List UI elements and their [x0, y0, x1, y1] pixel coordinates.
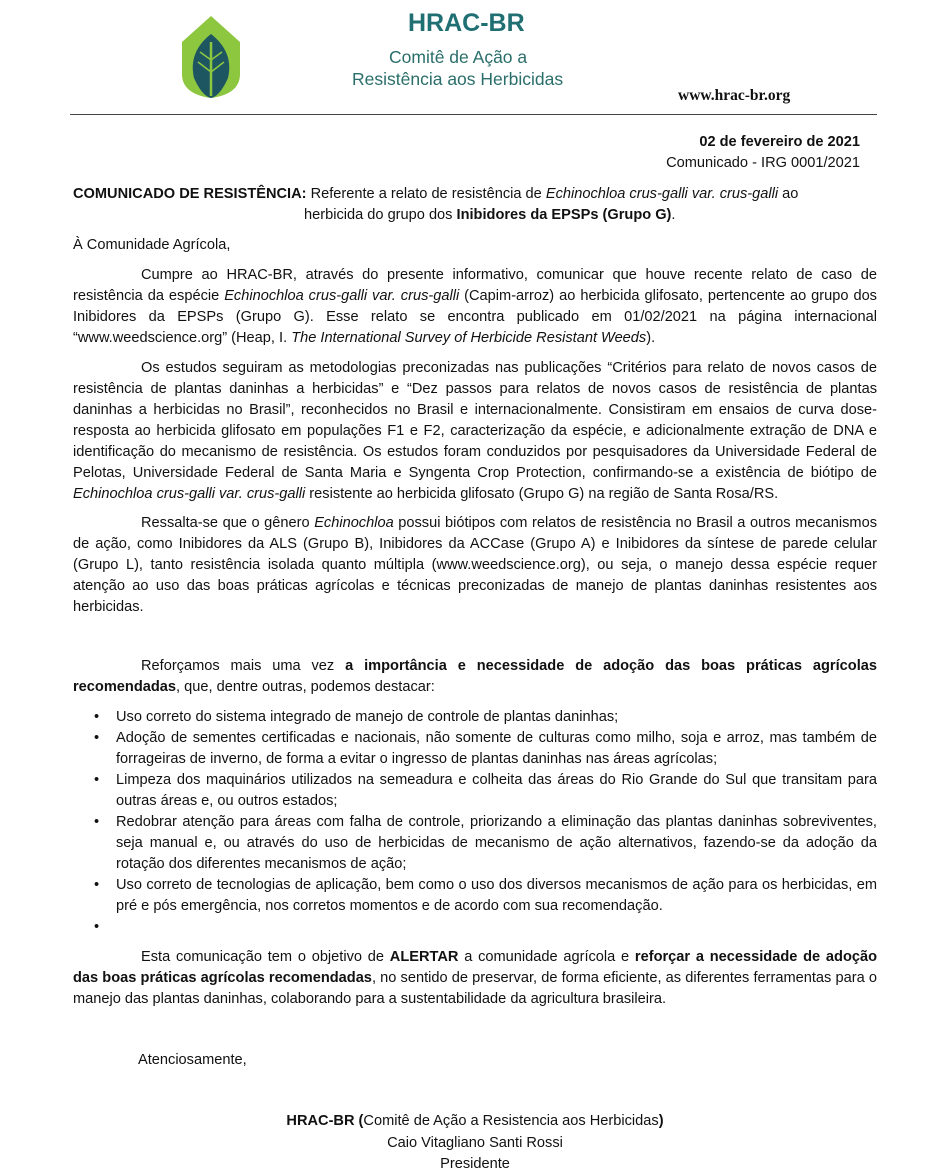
- signature-name: Caio Vitagliano Santi Rossi: [387, 1135, 563, 1151]
- list-item: [73, 707, 877, 728]
- para2-text-a: Os estudos seguiram as metodologias preconizadas nas publicações “Critérios para relato de novos casos de resistência de plantas daninhas a herbicidas” e “Dez passos para relatos de novos casos de resistência de plantas daninhas a herbicidas no Brasil”, reconhecidos no Brasil e internacionalmente. Consistiram em ensaios de curva dose-resposta ao herbicida glifosato em populações F1 e F2, caracterização da espécie, e adicionalmente extração de DNA e identificação do mecanismo de resistência. Os estudos foram conduzidos por pesquisadores da Universidade Federal de Pelotas, Universidade Federal de Santa Maria e Syngenta Crop Protection, confirmando-se a existência de biótipo de: [73, 360, 877, 481]
- para5-bold-alert: ALERTAR: [389, 949, 459, 965]
- herbicide-group: Inibidores da EPSPs (Grupo G): [456, 207, 672, 223]
- signature-role: Presidente: [440, 1156, 510, 1172]
- para1-text-b: (Capim-arroz) ao herbicida glifosato, pertencente ao grupo dos Inibidores da EPSPs (Grupo G). Esse relato se encontra publicado em 01/02/2021 na página internacional “www.weedscience.org” (Heap, I.: [73, 288, 877, 346]
- para1-text-a: Cumpre ao HRAC-BR, através do presente informativo, comunicar que houve recente relato de caso de resistência da espécie: [73, 267, 877, 304]
- signature-org: [73, 1111, 877, 1132]
- list-item: [73, 875, 877, 917]
- para5-text-b: a comunidade agrícola e: [458, 949, 635, 965]
- para4-text-a: Reforçamos mais uma vez: [141, 658, 346, 674]
- list-item-text: Uso correto do sistema integrado de manejo de controle de plantas daninhas;: [116, 709, 619, 725]
- subject-line2-text: herbicida do grupo dos: [304, 207, 457, 223]
- bullet-icon: •: [94, 814, 100, 830]
- bullet-icon: •: [94, 772, 100, 788]
- list-item-text: Uso correto de tecnologias de aplicação, bem como o uso dos diversos mecanismos de ação para os herbicidas, em pré e pós emergência, nos corretos momentos e de acordo com sua recomendação.: [116, 877, 877, 914]
- para2-text-b: resistente ao herbicida glifosato (Grupo G) na região de Santa Rosa/RS.: [305, 486, 779, 502]
- bullet-icon: •: [94, 730, 100, 746]
- paragraph-practices: [73, 656, 877, 698]
- document-reference: Comunicado - IRG 0001/2021: [666, 155, 860, 171]
- org-name: HRAC-BR: [408, 9, 525, 37]
- subject-text-end: ao: [778, 186, 799, 202]
- para3-text-b: possui biótipos com relatos de resistência no Brasil a outros mecanismos de ação, como Inibidores da ALS (Grupo B), Inibidores da ACCase (Grupo A) e Inibidores da síntese de parede celular (Grupo L), tanto resistência isolada quanto múltipla (www.weedscience.org), ou seja, o manejo dessa espécie requer atenção ao uso das boas práticas agrícolas e técnicas preconizadas de manejo de plantas daninhas resistentes aos herbicidas.: [73, 515, 877, 615]
- bullet-icon: •: [94, 919, 100, 935]
- species-name: Echinochloa crus-galli var. crus-galli: [545, 186, 779, 202]
- list-item-text: Redobrar atenção para áreas com falha de controle, priorizando a eliminação das plantas daninhas sobreviventes, seja manual e, ou através do uso de herbicidas de mecanismo de ação alternativos, fazendo-se da adoção da rotação dos diferentes mecanismos de ação;: [116, 814, 877, 872]
- header-divider: [70, 114, 877, 115]
- paragraph-genus: [73, 513, 877, 618]
- para4-text-b: , que, dentre outras, podemos destacar:: [176, 679, 435, 695]
- para1-species: Echinochloa crus-galli var. crus-galli: [224, 288, 460, 304]
- closing: Atenciosamente,: [138, 1052, 247, 1068]
- bullet-icon: •: [94, 709, 100, 725]
- subject-text: Referente a relato de resistência de: [306, 186, 546, 202]
- para5-text-c: , no sentido de preservar, de forma eficiente, as diferentes ferramentas para o manejo das plantas daninhas, colaborando para a sustentabilidade da agricultura brasileira.: [73, 970, 878, 1007]
- website-link[interactable]: www.hrac-br.org: [678, 87, 791, 104]
- signature-org-name: Comitê de Ação a Resistencia aos Herbicidas: [363, 1113, 659, 1129]
- paragraph-methods: [73, 358, 877, 505]
- list-item: [73, 812, 877, 875]
- leaf-shield-icon: [180, 14, 242, 100]
- signature-org-close: ): [658, 1113, 664, 1129]
- list-item-text: Adoção de sementes certificadas e nacionais, não somente de culturas como milho, soja e arroz, mas também de forrageiras de inverno, de forma a evitar o ingresso de plantas daninhas nas áreas agrícolas;: [116, 730, 877, 767]
- subject-line2-end: .: [671, 207, 676, 223]
- para1-source: The International Survey of Herbicide Resistant Weeds: [291, 330, 647, 346]
- para3-genus: Echinochloa: [314, 515, 394, 531]
- bullet-icon: •: [94, 877, 100, 893]
- paragraph-intro: [73, 265, 877, 349]
- para4-bold: a importância e necessidade de adoção das boas práticas agrícolas recomendadas: [73, 658, 877, 695]
- para3-text-a: Ressalta-se que o gênero: [141, 515, 315, 531]
- para1-text-c: ).: [646, 330, 656, 346]
- subject-label: COMUNICADO DE RESISTÊNCIA:: [73, 186, 307, 202]
- salutation: À Comunidade Agrícola,: [73, 237, 231, 253]
- list-item: [73, 770, 877, 812]
- list-item: [73, 917, 877, 938]
- paragraph-alert: [73, 947, 877, 1010]
- org-subtitle-line2: Resistência aos Herbicidas: [352, 69, 564, 89]
- document-date: 02 de fevereiro de 2021: [699, 134, 860, 150]
- org-subtitle-line1: Comitê de Ação a: [389, 47, 528, 67]
- subject-line: [73, 184, 877, 205]
- practices-list: [73, 707, 877, 938]
- subject-line-2: [304, 205, 675, 226]
- signature-org-bold: HRAC-BR (: [286, 1113, 364, 1129]
- list-item: [73, 728, 877, 770]
- para5-bold-reinforce: reforçar a necessidade de adoção das boas práticas agrícolas recomendadas: [73, 949, 878, 986]
- para2-species: Echinochloa crus-galli var. crus-galli: [73, 486, 306, 502]
- para5-text-a: Esta comunicação tem o objetivo de: [141, 949, 390, 965]
- list-item-text: Limpeza dos maquinários utilizados na semeadura e colheita das áreas do Rio Grande do Sul que transitam para outras áreas e, ou outros estados;: [116, 772, 877, 809]
